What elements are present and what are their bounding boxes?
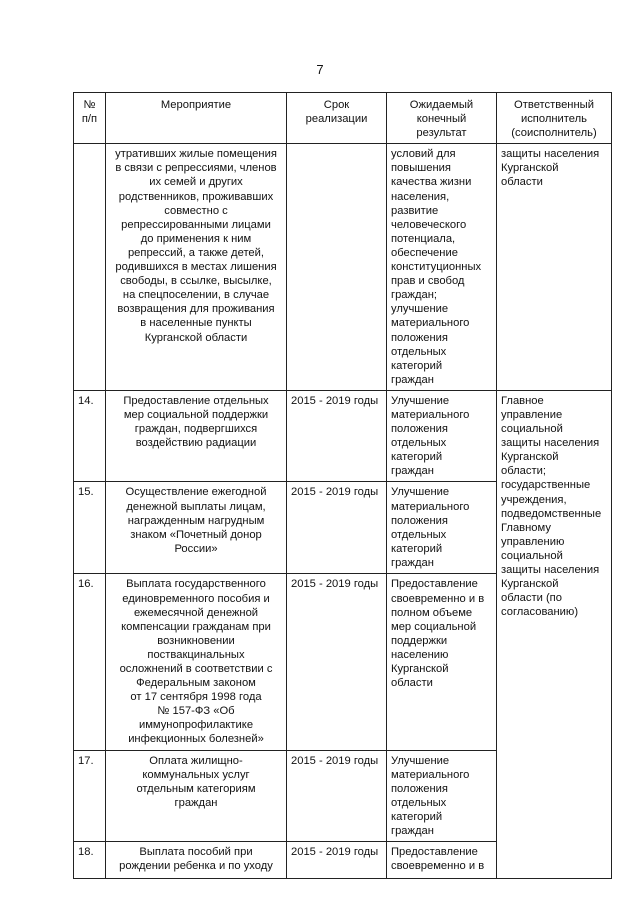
cell-line: коммунальных услуг bbox=[142, 768, 250, 781]
cell-line: материального bbox=[391, 500, 470, 513]
cell-line: прав и свобод bbox=[391, 275, 465, 288]
table-row bbox=[74, 144, 612, 391]
cell-line: компенсации гражданам при bbox=[121, 620, 271, 633]
header-executor bbox=[497, 93, 612, 144]
cell-line: мер социальной поддержки bbox=[123, 408, 269, 421]
cell-line: защиты населения bbox=[501, 437, 600, 450]
cell-line: категорий bbox=[391, 359, 443, 372]
cell-line: своевременно и в bbox=[391, 860, 485, 873]
cell-line: категорий bbox=[391, 810, 443, 823]
cell-line: от 17 сентября 1998 года bbox=[130, 691, 262, 704]
cell-line: отдельных bbox=[391, 345, 447, 358]
cell-line: поддержки bbox=[391, 634, 448, 647]
cell-line: области bbox=[501, 176, 543, 189]
cell-line: Главное bbox=[501, 394, 544, 407]
cell-line: (соисполнитель) bbox=[511, 127, 597, 140]
cell-line: области; bbox=[501, 465, 546, 478]
cell-line: Предоставление bbox=[391, 846, 478, 859]
cell-line: возникновении bbox=[157, 634, 235, 647]
cell-line: обеспечение bbox=[391, 246, 458, 259]
row-term: 2015 - 2019 годы bbox=[287, 842, 387, 879]
cell-line: материального bbox=[391, 317, 470, 330]
cell-line: на спецпоселении, в случае bbox=[122, 289, 270, 302]
cell-line: категорий bbox=[391, 451, 443, 464]
cell-line: граждан, подвергшихся bbox=[134, 423, 258, 436]
cell-line: Ожидаемый bbox=[409, 99, 474, 111]
cell-line: до применения к ним bbox=[140, 232, 252, 245]
cell-line: их семей и других bbox=[149, 176, 243, 189]
cell-line: человеческого bbox=[391, 218, 467, 231]
cell-line: Оплата жилищно- bbox=[149, 754, 243, 767]
table-header-row bbox=[74, 93, 612, 144]
cell-line: репрессий, а также детей, bbox=[127, 246, 265, 259]
header-term bbox=[287, 93, 387, 144]
row-number: 18. bbox=[74, 842, 106, 879]
cell-line: конечный bbox=[416, 113, 467, 126]
cell-line: граждан bbox=[391, 556, 434, 569]
row-result bbox=[387, 482, 497, 574]
cell-line: потенциала, bbox=[391, 232, 456, 245]
cell-line: учреждения, bbox=[501, 493, 567, 506]
cell-line: свободы, в ссылке, высылке, bbox=[120, 275, 272, 288]
cell-line: социальной bbox=[501, 423, 563, 436]
row-result bbox=[387, 144, 497, 391]
cell-line: государственные bbox=[501, 479, 591, 492]
row-activity bbox=[106, 574, 287, 750]
cell-line: в населенные пункты bbox=[140, 317, 252, 330]
row-activity bbox=[106, 750, 287, 842]
cell-line: Предоставление bbox=[391, 578, 478, 591]
row-number: 16. bbox=[74, 574, 106, 750]
cell-line: № bbox=[83, 99, 96, 111]
program-activities-table bbox=[73, 92, 612, 879]
row-result bbox=[387, 390, 497, 482]
cell-line: поствакцинальных bbox=[147, 648, 245, 661]
cell-line: граждан; bbox=[391, 289, 438, 302]
cell-line: Срок bbox=[323, 99, 350, 111]
cell-line: награжденным нагрудным bbox=[127, 514, 265, 527]
cell-line: отдельных bbox=[391, 528, 447, 541]
cell-line: социальной bbox=[501, 549, 563, 562]
cell-line: совместно с bbox=[164, 204, 228, 217]
cell-line: категорий bbox=[391, 542, 443, 555]
cell-line: инфекционных болезней» bbox=[128, 733, 264, 746]
cell-line: иммунопрофилактике bbox=[138, 719, 254, 732]
cell-line: развитие bbox=[391, 204, 439, 217]
cell-line: отдельным категориям bbox=[136, 782, 256, 795]
cell-line: возвращения для проживания bbox=[117, 303, 275, 316]
cell-line: управлению bbox=[501, 535, 565, 548]
cell-line: единовременного пособия и bbox=[122, 592, 270, 605]
cell-line: отдельных bbox=[391, 796, 447, 809]
cell-line: России» bbox=[174, 542, 218, 555]
table-row bbox=[74, 390, 612, 482]
row-term: 2015 - 2019 годы bbox=[287, 482, 387, 574]
row-activity bbox=[106, 842, 287, 879]
cell-line: положения bbox=[391, 423, 448, 436]
cell-line: утративших жилые помещения bbox=[115, 148, 277, 161]
cell-line: Курганской bbox=[391, 663, 449, 675]
row-term: 2015 - 2019 годы bbox=[287, 750, 387, 842]
cell-line: в связи с репрессиями, членов bbox=[115, 162, 277, 175]
row-number bbox=[74, 144, 106, 391]
cell-line: репрессированными лицами bbox=[121, 218, 271, 231]
cell-line: конституционных bbox=[391, 261, 482, 274]
cell-line: Выплата пособий при bbox=[139, 846, 253, 859]
cell-line: родственников, проживавших bbox=[118, 190, 274, 203]
cell-line: Осуществление ежегодной bbox=[125, 486, 267, 499]
cell-line: области (по bbox=[501, 592, 562, 605]
shared-executor-cell bbox=[497, 390, 612, 878]
row-executor bbox=[497, 144, 612, 391]
cell-line: Курганской bbox=[501, 578, 559, 591]
cell-line: области bbox=[391, 677, 433, 690]
row-term: 2015 - 2019 годы bbox=[287, 574, 387, 750]
cell-line: Улучшение bbox=[391, 394, 450, 407]
cell-line: условий для bbox=[391, 148, 456, 161]
cell-line: населению bbox=[391, 648, 449, 661]
cell-line: Курганской области bbox=[144, 331, 248, 344]
cell-line: Предоставление отдельных bbox=[123, 394, 269, 407]
cell-line: управление bbox=[501, 408, 563, 421]
row-result bbox=[387, 842, 497, 879]
cell-line: своевременно и в bbox=[391, 592, 485, 605]
cell-line: мер социальной bbox=[391, 620, 477, 633]
row-activity bbox=[106, 482, 287, 574]
cell-line: граждан bbox=[174, 796, 218, 809]
cell-line: улучшение bbox=[391, 303, 449, 316]
row-term: 2015 - 2019 годы bbox=[287, 390, 387, 482]
row-activity bbox=[106, 390, 287, 482]
cell-line: Улучшение bbox=[391, 754, 450, 767]
row-activity bbox=[106, 144, 287, 391]
cell-line: п/п bbox=[81, 113, 98, 126]
row-number: 14. bbox=[74, 390, 106, 482]
cell-line: Мероприятие bbox=[160, 99, 232, 111]
cell-line: знаком «Почетный донор bbox=[130, 528, 262, 541]
row-number: 17. bbox=[74, 750, 106, 842]
cell-line: полном объеме bbox=[391, 606, 473, 619]
cell-line: повышения bbox=[391, 162, 451, 175]
cell-line: Курганской bbox=[501, 162, 559, 175]
row-term bbox=[287, 144, 387, 391]
cell-line: материального bbox=[391, 768, 470, 781]
cell-line: положения bbox=[391, 514, 448, 527]
cell-line: граждан bbox=[391, 465, 434, 478]
cell-line: защиты населения bbox=[501, 564, 600, 576]
cell-line: граждан bbox=[391, 825, 434, 838]
row-result bbox=[387, 750, 497, 842]
row-result bbox=[387, 574, 497, 750]
cell-line: № 157-ФЗ «Об bbox=[157, 705, 235, 718]
page-number: 7 bbox=[316, 62, 324, 77]
header-result bbox=[387, 93, 497, 144]
cell-line: положения bbox=[391, 782, 448, 795]
cell-line: родившихся в местах лишения bbox=[115, 261, 277, 274]
cell-line: Главному bbox=[501, 521, 551, 534]
cell-line: рождении ребенка и по уходу bbox=[119, 860, 273, 873]
cell-line: Ответственный bbox=[514, 99, 594, 111]
cell-line: Федеральным законом bbox=[136, 677, 256, 690]
cell-line: исполнитель bbox=[520, 113, 588, 126]
cell-line: отдельных bbox=[391, 437, 447, 450]
cell-line: результат bbox=[416, 127, 467, 140]
cell-line: денежной выплаты лицам, bbox=[126, 500, 266, 513]
header-num bbox=[74, 93, 106, 144]
cell-line: осложнений в соответствии с bbox=[119, 663, 273, 675]
cell-line: подведомственные bbox=[501, 507, 602, 520]
cell-line: положения bbox=[391, 331, 448, 344]
cell-line: воздействию радиации bbox=[135, 437, 257, 450]
cell-line: Выплата государственного bbox=[126, 578, 266, 591]
cell-line: материального bbox=[391, 408, 470, 421]
cell-line: защиты населения bbox=[501, 148, 600, 161]
header-activity bbox=[106, 93, 287, 144]
cell-line: граждан bbox=[391, 373, 434, 386]
cell-line: ежемесячной денежной bbox=[133, 606, 259, 619]
cell-line: Курганской bbox=[501, 451, 559, 464]
cell-line: реализации bbox=[305, 113, 368, 126]
cell-line: качества жизни bbox=[391, 176, 472, 189]
cell-line: населения, bbox=[391, 190, 450, 203]
cell-line: Улучшение bbox=[391, 486, 450, 499]
row-number: 15. bbox=[74, 482, 106, 574]
cell-line: согласованию) bbox=[501, 606, 579, 619]
